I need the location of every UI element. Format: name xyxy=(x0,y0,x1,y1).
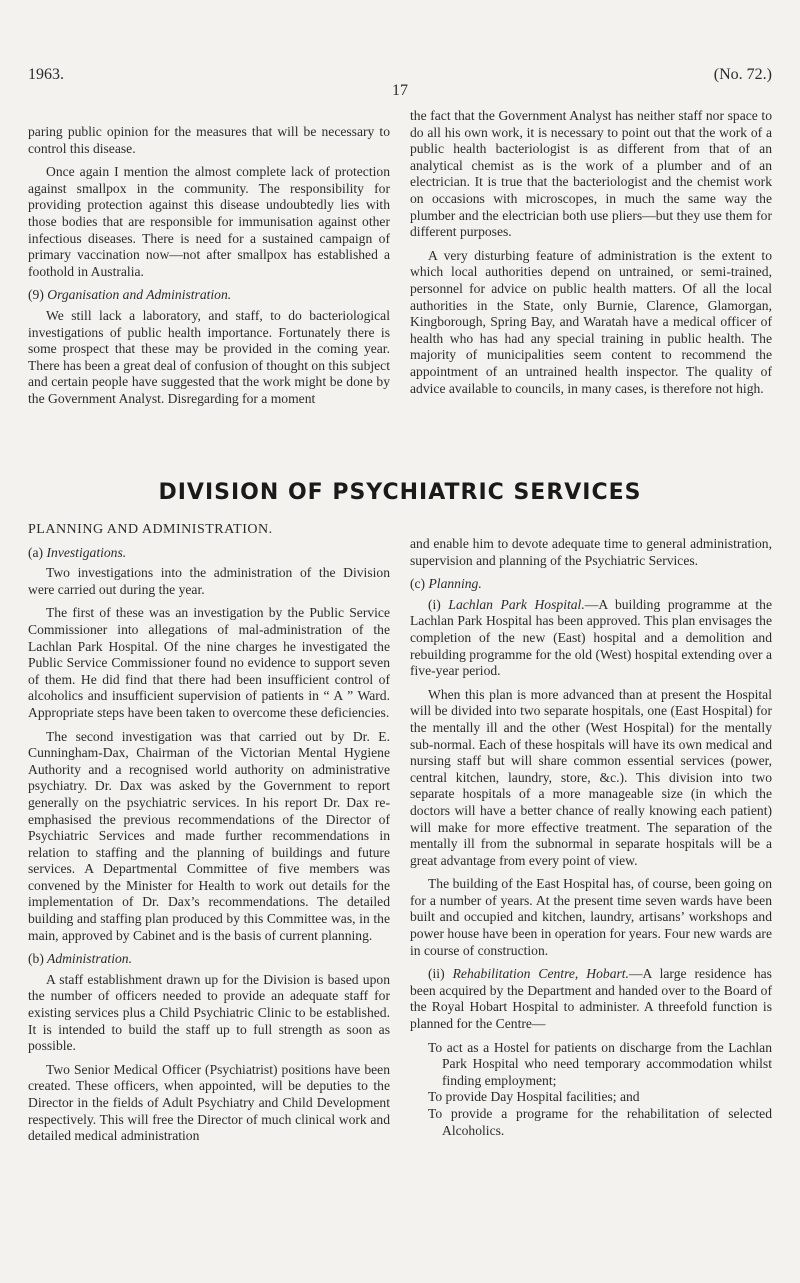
subsection-heading-c xyxy=(410,576,772,593)
section-title: PLANNING AND ADMINISTRATION. xyxy=(28,522,273,537)
item-text: —A large residence has been acquired by the Department and handed over to the Board of the Royal Hobart Hospital to administer. A threefold function is planned for the Centre— xyxy=(410,966,772,1032)
section-heading-9 xyxy=(28,287,390,304)
paragraph: Two investigations into the administration of the Division were carried out during the year. xyxy=(28,565,390,597)
paragraph: When this plan is more advanced than at present the Hospital will be divided into two separate hospitals, one (East Hospital) for the mentally ill and the other (West Hospital) for the mentally sub-normal. Each of these hospitals will have its own medical and nursing staff but will share common essential services (power, central kitchen, laundry, store, &c.). This division into two separate hospitals of a more manageable size (in which the doctors will have a better chance of really knowing each patient) will make for more effective treatment. The separation of the mentally ill from the subnormal in separate hospitals will be a great advantage from every point of view. xyxy=(410,686,772,868)
year-header: 1963. xyxy=(28,66,64,83)
function-list xyxy=(410,1040,772,1140)
heading-title: Administration. xyxy=(47,951,132,967)
item-number: (ii) xyxy=(428,966,445,982)
paragraph: A staff establishment drawn up for the Division is based upon the number of officers needed to provide an adequate staff for existing services plus a Child Psychiatric Clinic to be established. It is intended to build the staff up to full strength as soon as possible. xyxy=(28,971,390,1054)
item-number: (i) xyxy=(428,596,441,612)
paragraph: Once again I mention the almost complete lack of protection against smallpox in the community. The responsibility for providing protection against this disease undoubtedly lies with those bodies that are responsible for immunisation against other infectious diseases. There is need for a sustained campaign of primary vaccination now—not after smallpox has established a foothold in Australia. xyxy=(28,164,390,279)
list-item: To act as a Hostel for patients on discharge from the Lachlan Park Hospital who need temporary accommodation whilst finding employment; xyxy=(428,1039,772,1088)
heading-title: Investigations. xyxy=(46,544,127,560)
paragraph: We still lack a laboratory, and staff, to do bacteriological investigations of public health importance. Fortunately there is some prospect that these may be provided in the coming year. There has been a great deal of confusion of thought on this subject and certain people have suggested that the work might be done by the Government Analyst. Disregarding for a moment xyxy=(28,307,390,406)
list-item: To provide a programe for the rehabilitation of selected Alcoholics. xyxy=(428,1106,772,1138)
document-number: (No. 72.) xyxy=(713,66,772,83)
list-item: To provide Day Hospital facilities; and xyxy=(428,1089,640,1105)
page-number: 17 xyxy=(392,82,408,99)
paragraph: paring public opinion for the measures that will be necessary to control this disease. xyxy=(28,124,390,156)
paragraph: and enable him to devote adequate time to general administration, supervision and planning of the Psychiatric Services. xyxy=(410,536,772,568)
heading-number: (c) xyxy=(410,576,426,592)
paragraph xyxy=(410,597,772,680)
bottom-left-column xyxy=(28,522,390,1152)
paragraph: the fact that the Government Analyst has neither staff nor space to do all his own work, it is necessary to point out that the work of a public health bacteriologist is as different from that of an analytical chemist as is the work of a plumber and of an electrician. It is true that the bacteriologist and the chemist work on occasions with microscopes, in much the same way the plumber and the electrician both use pliers—but they use them for different purposes. xyxy=(410,108,772,240)
paragraph: The first of these was an investigation by the Public Service Commissioner into allegations of mal-administration of the Lachlan Park Hospital. Of the nine charges he investigated the Public Service Commissioner found no evidence to support seven of them. He did find that there had been insufficient control of alcoholics and insufficient supervision of patients in “ A ” Ward. Appropriate steps have been taken to overcome these deficiencies. xyxy=(28,605,390,720)
subsection-heading-a xyxy=(28,545,390,562)
heading-title: Planning. xyxy=(428,576,482,592)
heading-number: (9) xyxy=(28,287,44,303)
item-title: Lachlan Park Hospital. xyxy=(448,596,585,612)
item-title: Rehabilitation Centre, Hobart. xyxy=(452,966,629,982)
top-right-column xyxy=(410,108,772,404)
subsection-heading-b xyxy=(28,951,390,968)
paragraph xyxy=(410,966,772,1032)
division-title: DIVISION OF PSYCHIATRIC SERVICES xyxy=(158,480,642,505)
top-left-column xyxy=(28,124,390,415)
heading-number: (b) xyxy=(28,951,44,967)
paragraph: A very disturbing feature of administration is the extent to which local authorities depend on untrained, or semi-trained, personnel for advice on public health matters. Of all the local authorities in the State, only Burnie, Clarence, Glamorgan, Kingborough, Spring Bay, and Waratah have a medical officer of health who has had any special training in public health. The majority of municipalities seem content to recommend the appointment of an untrained health inspector. The quality of advice available to councils, in many cases, is therefore not high. xyxy=(410,247,772,396)
paragraph: Two Senior Medical Officer (Psychiatrist) positions have been created. These officers, when appointed, will be deputies to the Director in the fields of Adult Psychiatry and Child Development respectively. This will free the Director of much clinical work and detailed medical administration xyxy=(28,1061,390,1144)
heading-number: (a) xyxy=(28,544,44,560)
heading-title: Organisation and Administration. xyxy=(47,287,232,303)
paragraph: The building of the East Hospital has, of course, been going on for a number of years. At the present time seven wards have been built and occupied and kitchen, laundry, artisans’ workshops and power house have been in operation for years. Four new wards are in course of construction. xyxy=(410,876,772,958)
paragraph: The second investigation was that carried out by Dr. E. Cunningham-Dax, Chairman of the Victorian Mental Hygiene Authority and a recognised world authority on administrative psychiatry. Dr. Dax was asked by the Government to report generally on the psychiatric services. In his report Dr. Dax re-emphasised the previous recommendations of the Director of Psychiatric Services and made further recommendations in relation to staffing and the planning of buildings and future services. A Departmental Committee of five members was convened by the Minister for Health to work out details for the implementation of Dr. Dax’s recommendations. The detailed building and staffing plan produced by this Committee was, in the main, approved by Cabinet and is the basis of current planning. xyxy=(28,728,390,943)
item-text: —A building programme at the Lachlan Park Hospital has been approved. This plan envisages the completion of the new (East) hospital and a demolition and rebuilding programme for the old (West) hospital extending over a five-year period. xyxy=(410,596,772,679)
bottom-right-column xyxy=(410,536,772,1139)
